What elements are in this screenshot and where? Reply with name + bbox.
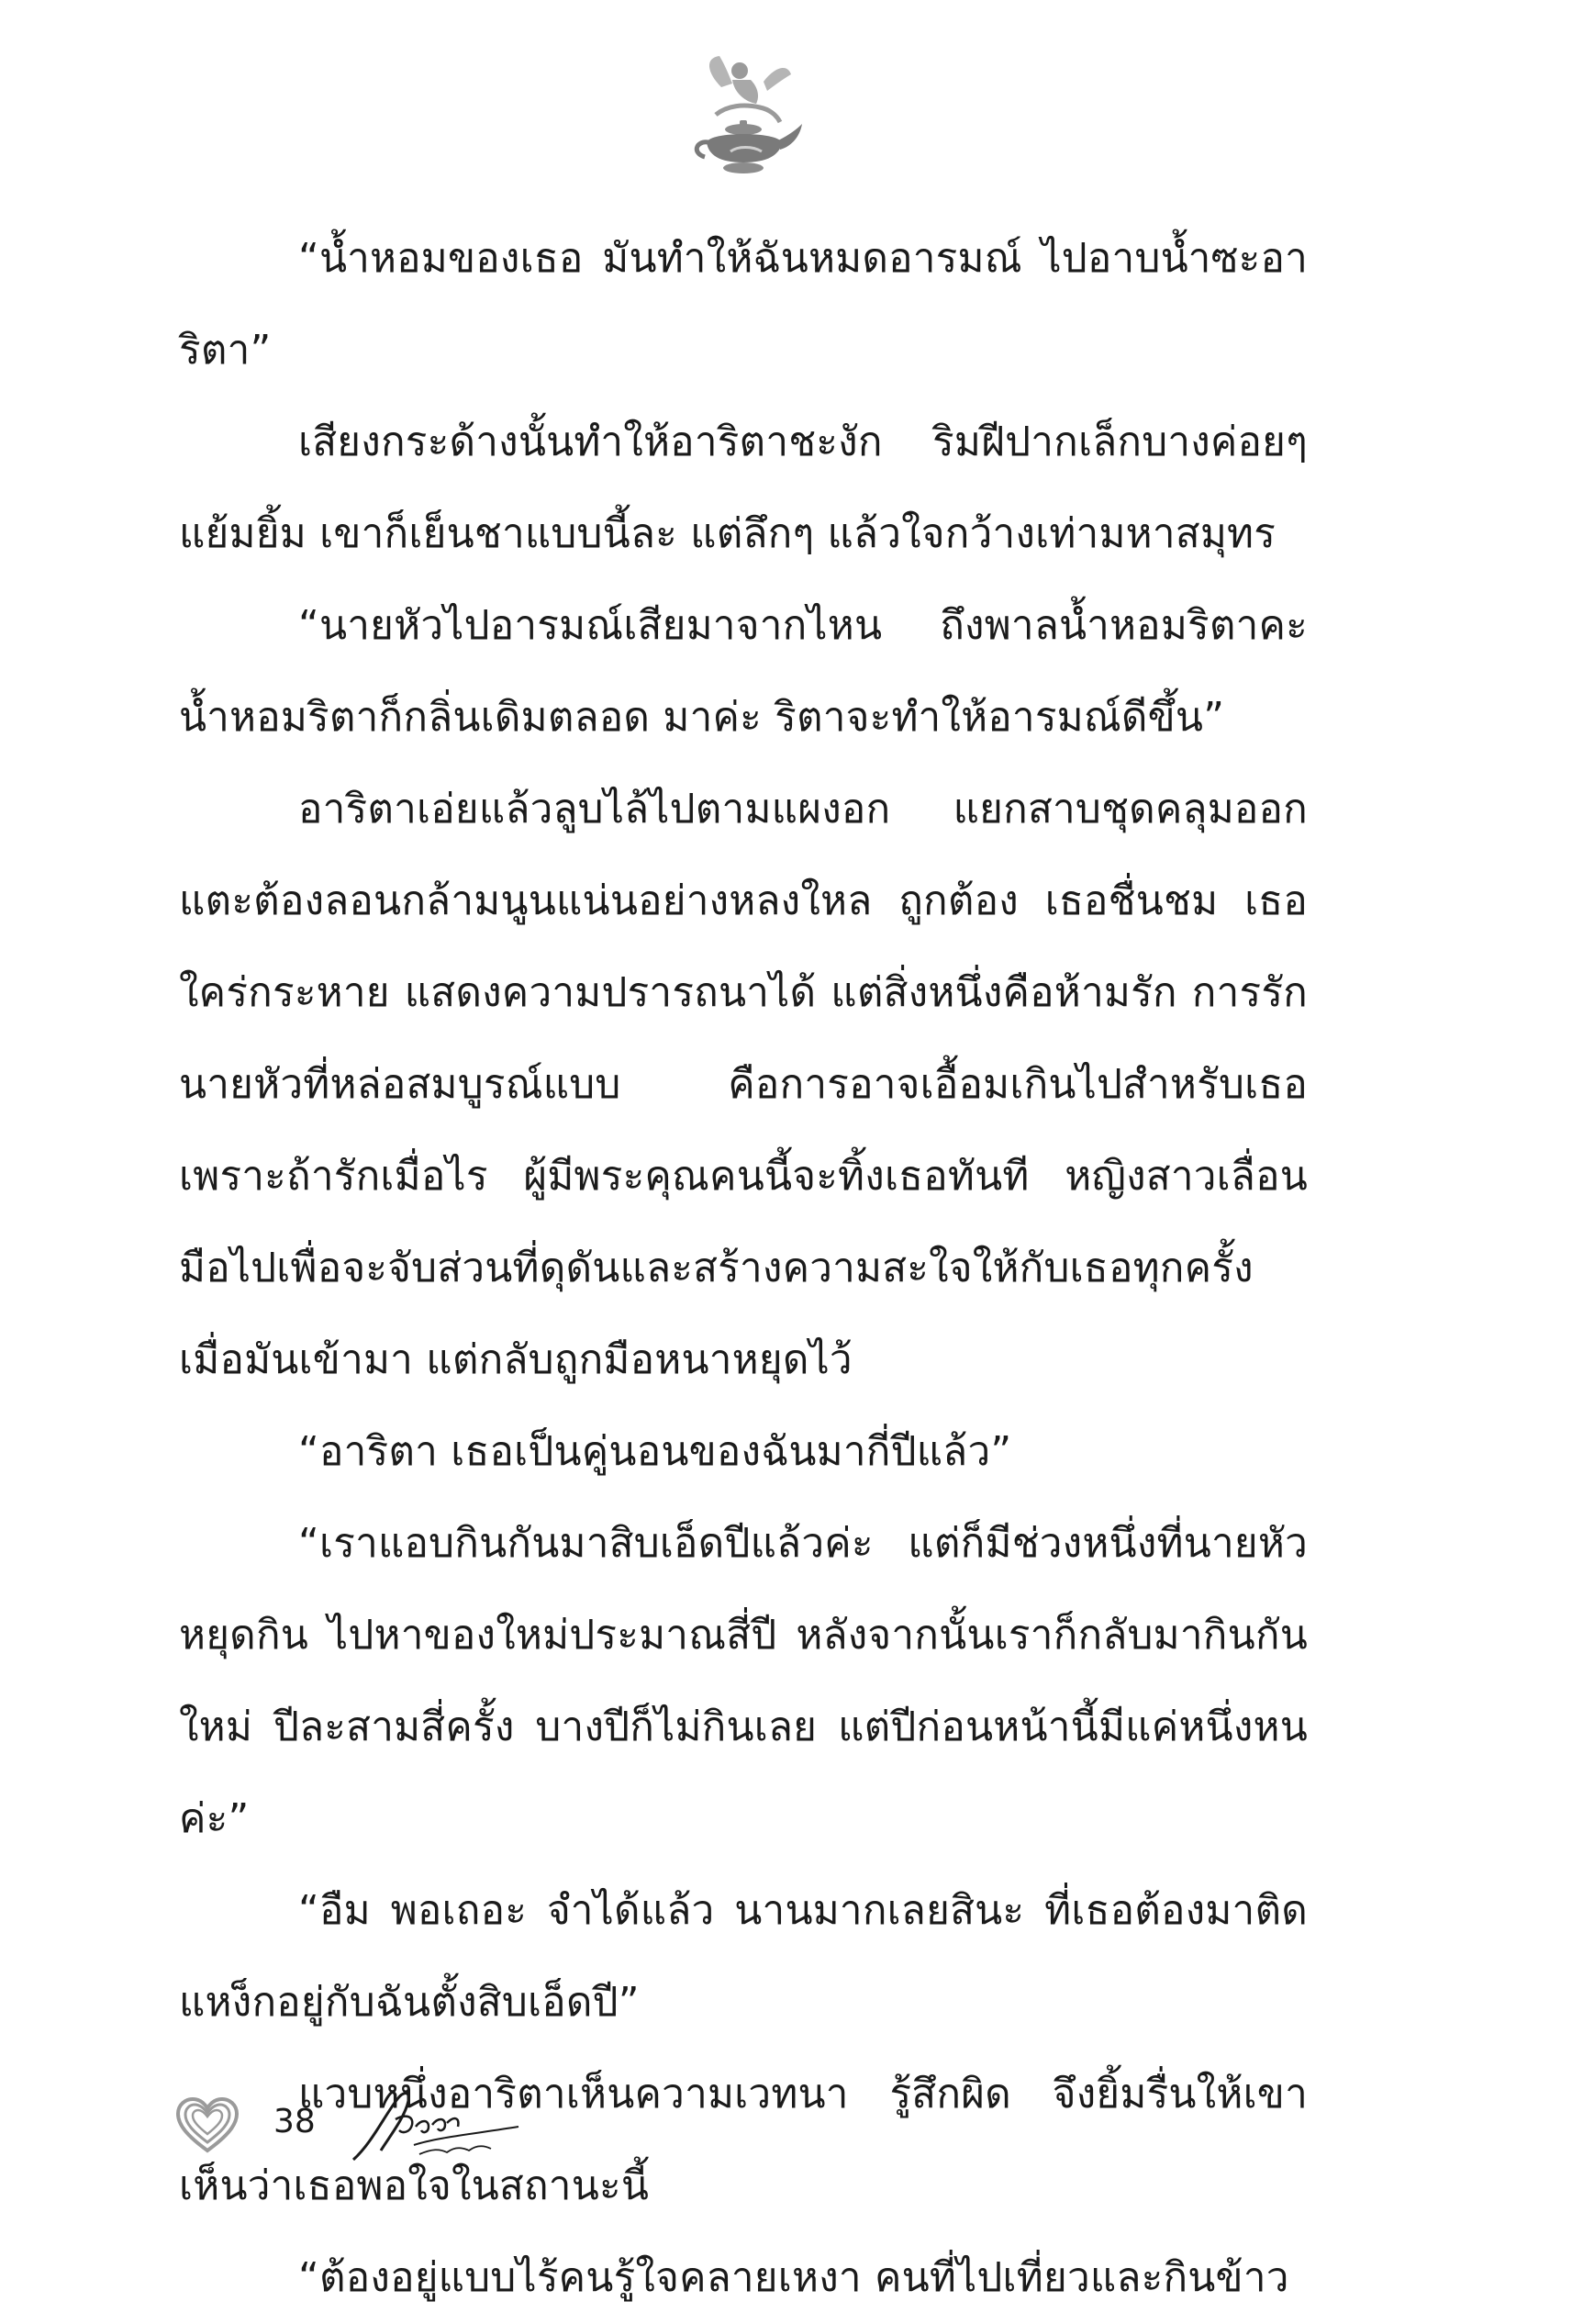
paragraph: “เราแอบกินกันมาสิบเอ็ดปีแล้วค่ะ แต่ก็มีช่วงหนึ่งที่นายหัวหยุดกิน ไปหาของใหม่ประมาณสี่ปี หลังจากนั้นเราก็กลับมากินกันใหม่ ปีละสามสี่ครั้ง บางปีก็ไม่กินเลย แต่ปีก่อนหน้านี้มีแค่หนึ่งหนค่ะ” — [179, 1520, 1308, 1842]
paragraph: “ต้องอยู่แบบไร้คนรู้ใจคลายเหงา คนที่ไปเที่ยวและกินข้าว — [298, 2254, 1289, 2301]
body-text — [179, 213, 1308, 2324]
paragraph: “นายหัวไปอารมณ์เสียมาจากไหน ถึงพาลน้ำหอมริตาคะ น้ำหอมริตาก็กลิ่นเดิมตลอด มาค่ะ ริตาจะทำให้อารมณ์ดีขึ้น” — [179, 602, 1308, 741]
paragraph: แวบหนึ่งอาริตาเห็นความเวทนา รู้สึกผิด จึงยิ้มรื่นให้เขาเห็นว่าเธอพอใจในสถานะนี้ — [179, 2071, 1308, 2209]
page-number: 38 — [273, 2103, 316, 2140]
paragraph: “อาริตา เธอเป็นคู่นอนของฉันมากี่ปีแล้ว” — [298, 1428, 1012, 1475]
paragraph: อาริตาเอ่ยแล้วลูบไล้ไปตามแผงอก แยกสาบชุดคลุมออก แตะต้องลอนกล้ามนูนแน่นอย่างหลงใหล ถูกต้อง เธอชื่นชม เธอใคร่กระหาย แสดงความปรารถนาได้ แต่สิ่งหนึ่งคือห้ามรัก การรักนายหัวที่หล่อสมบูรณ์แบบ คือการอาจเอื้อมเกินไปสำหรับเธอ เพราะถ้ารักเมื่อไร ผู้มีพระคุณคนนี้จะทิ้งเธอทันที หญิงสาวเลื่อนมือไปเพื่อจะจับส่วนที่ดุดันและสร้างความสะใจให้กับเธอทุกครั้งเมื่อมันเข้ามา แต่กลับถูกมือหนาหยุดไว้ — [179, 786, 1308, 1383]
lamp-cupid-emblem-icon — [679, 50, 808, 188]
heart-icon — [174, 2095, 240, 2154]
page-footer — [174, 2079, 725, 2180]
paragraph: “น้ำหอมของเธอ มันทำให้ฉันหมดอารมณ์ ไปอาบน้ำซะอาริตา” — [179, 235, 1308, 374]
author-signature-icon — [344, 2079, 537, 2171]
paragraph: “อืม พอเถอะ จำได้แล้ว นานมากเลยสินะ ที่เธอต้องมาติดแหง็กอยู่กับฉันตั้งสิบเอ็ดปี” — [179, 1887, 1308, 2026]
paragraph: เสียงกระด้างนั้นทำให้อาริตาชะงัก ริมฝีปากเล็กบางค่อยๆ แย้มยิ้ม เขาก็เย็นชาแบบนี้ละ แต่ลึกๆ แล้วใจกว้างเท่ามหาสมุทร — [179, 419, 1308, 557]
